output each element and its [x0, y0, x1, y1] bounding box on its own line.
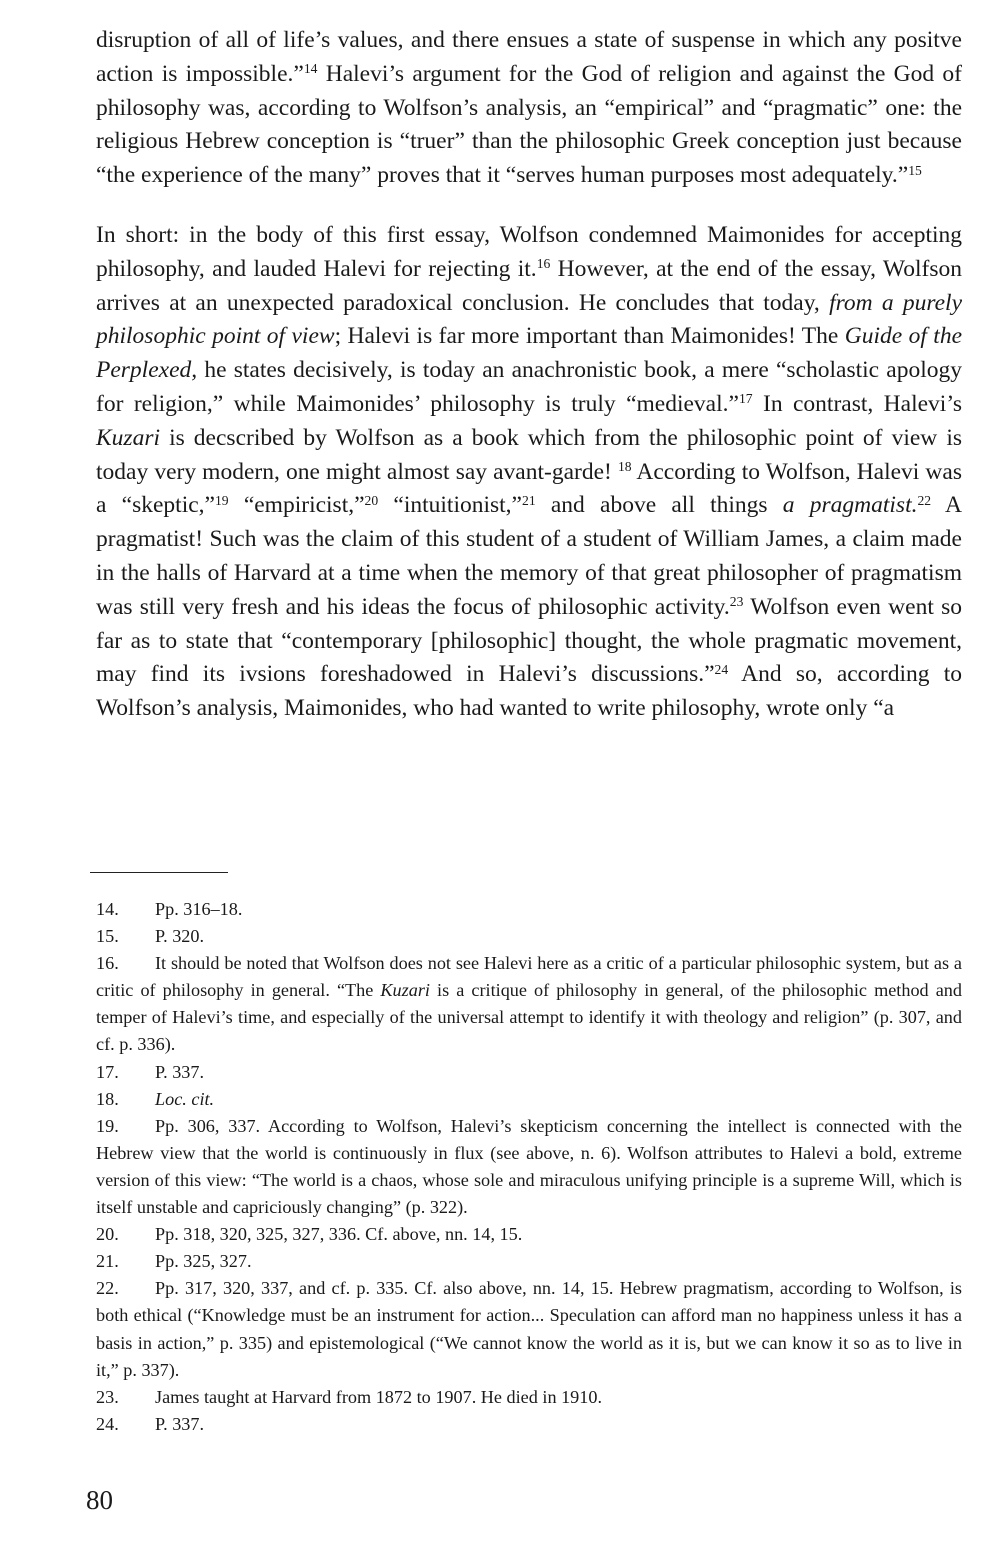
footnote-ref: 23	[729, 594, 744, 610]
footnote-19	[96, 1113, 962, 1221]
footnote-15	[96, 923, 962, 950]
footnote-24	[96, 1411, 962, 1438]
footnote-number: 21.	[96, 1251, 119, 1272]
footnotes-list	[96, 896, 962, 1438]
body-text	[96, 24, 962, 726]
footnote-23	[96, 1384, 962, 1411]
footnote-number: 19.	[96, 1115, 119, 1136]
footnote-number: 15.	[96, 926, 119, 947]
footnote-text: Pp. 316–18.	[155, 899, 243, 919]
footnote-21	[96, 1248, 962, 1275]
footnote-22	[96, 1275, 962, 1383]
italic-text: from a purely philosophic point of view	[96, 289, 963, 350]
footnote-text: Pp. 325, 327.	[155, 1251, 252, 1272]
footnote-ref: 24	[714, 661, 729, 677]
footnote-number: 22.	[96, 1278, 119, 1299]
footnote-20	[96, 1221, 962, 1248]
footnote-18	[96, 1086, 962, 1113]
footnote-14	[96, 896, 962, 923]
footnote-text: P. 337.	[155, 1413, 205, 1434]
footnote-number: 20.	[96, 1224, 119, 1245]
footnote-text: Pp. 317, 320, 337, and cf. p. 335. Cf. also above, nn. 14, 15. Hebrew pragmatism, according to Wolfson, is both ethical (“Knowledge must be an instrument for action... Speculation can afford man no happiness unless it has a basis in action,” p. 335) and epistemological (“We cannot know the world as it is, but we can know it so as to live in it,” p. 337).	[96, 1278, 962, 1380]
italic-text: Kuzari	[380, 980, 430, 1001]
footnote-ref: 19	[214, 492, 229, 508]
footnote-number: 14.	[96, 899, 119, 919]
page-number: 80	[86, 1485, 113, 1515]
paragraph-1: disruption of all of life’s values, and there ensues a state of suspense in which any positve action is impossible.”$^{14}$ Halevi’s argument for the God of religion and against the God of philosophy was, according to Wolfson’s analysis, an “empirical” and “pragmatic” one: the religious Hebrew conception is “truer” than the philosophic Greek conception just because “the experience of the many” proves that it “serves human purposes most adequately.”$^{15}$	[96, 27, 962, 189]
italic-text: Kuzari	[96, 424, 160, 451]
footnote-text: James taught at Harvard from 1872 to 1907. He died in 1910.	[155, 1386, 603, 1407]
footnote-number: 17.	[96, 1061, 119, 1082]
footnote-ref: 15	[908, 162, 922, 178]
footnote-number: 16.	[96, 953, 119, 974]
footnote-ref: 20	[364, 492, 379, 508]
italic-text: Loc. cit.	[155, 1088, 215, 1109]
paragraph-2: In short: in the body of this first essay, Wolfson condemned Maimonides for accepting philosophy, and lauded Halevi for rejecting it.$^{16}$ However, at the end of the essay, Wolfson arrives at an unexpected paradoxical conclusion. He concludes that today, from a purely philosophic point of view; Halevi is far more important than Maimonides! The Guide of the Perplexed, he states decisively, is today an anachronistic book, a mere “scholastic apology for religion,” while Maimonides’ philosophy is truly “medieval.”$^{17}$ In contrast, Halevi’s Kuzari is decscribed by Wolfson as a book which from the philosophic point of view is today very modern, one might almost say avant-garde! $^{18}$ According to Wolfson, Halevi was a “skeptic,”$^{19}$ “empiricist,”$^{20}$ “intuitionist,”$^{21}$ and above all things a pragmatist.$^{22}$ A pragmatist! Such was the claim of this student of a student of William James, a claim made in the halls of Harvard at a time when the memory of that great philosopher of pragmatism was still very fresh and his ideas the focus of philosophic activity.$^{23}$ Wolfson even went so far as to state that “contemporary [philosophic] thought, the whole pragmatic movement, may find its ivsions foreshadowed in Halevi’s discussions.”$^{24}$ And so, according to Wolfson’s analysis, Maimonides, who had wanted to write philosophy, wrote only “a	[96, 221, 963, 722]
footnote-text	[155, 1089, 214, 1109]
footnote-number: 18.	[96, 1088, 119, 1109]
footnote-ref: 14	[303, 61, 318, 77]
footnote-text: Pp. 306, 337. According to Wolfson, Halevi’s skepticism concerning the intellect is connected with the Hebrew view that the world is continuously in flux (see above, n. 6). Wolfson attributes to Halevi a bold, extreme version of this view: “The world is a chaos, whose sole and miraculous unifying principle is a supreme Will, which is itself unstable and capriciously changing” (p. 322).	[96, 1115, 962, 1218]
footnote-number: 23.	[96, 1386, 119, 1407]
footnote-separator	[90, 872, 228, 873]
footnote-text: Pp. 318, 320, 325, 327, 336. Cf. above, nn. 14, 15.	[155, 1224, 523, 1245]
footnote-text: P. 320.	[155, 926, 205, 947]
italic-text: a pragmatist.	[782, 492, 918, 519]
footnote-ref: 17	[738, 391, 753, 407]
footnote-text: It should be noted that Wolfson does not see Halevi here as a critic of a particular philosophic system, but as a critic of philosophy in general. “The Kuzari is a critique of philosophy in general, of the philosophic method and temper of Halevi’s time, and especially of the universal attempt to identify it with theology and religion” (p. 307, and cf. p. 336).	[96, 953, 962, 1055]
footnote-ref: 22	[917, 492, 932, 508]
footnote-ref: 16	[536, 256, 551, 272]
footnote-text: P. 337.	[155, 1061, 205, 1082]
italic-text: Guide of the Perplexed,	[96, 323, 962, 384]
footnote-17	[96, 1059, 962, 1086]
footnote-16	[96, 950, 962, 1058]
footnote-ref: 18	[617, 459, 632, 475]
footnote-ref: 21	[522, 492, 536, 508]
footnote-number: 24.	[96, 1413, 119, 1434]
